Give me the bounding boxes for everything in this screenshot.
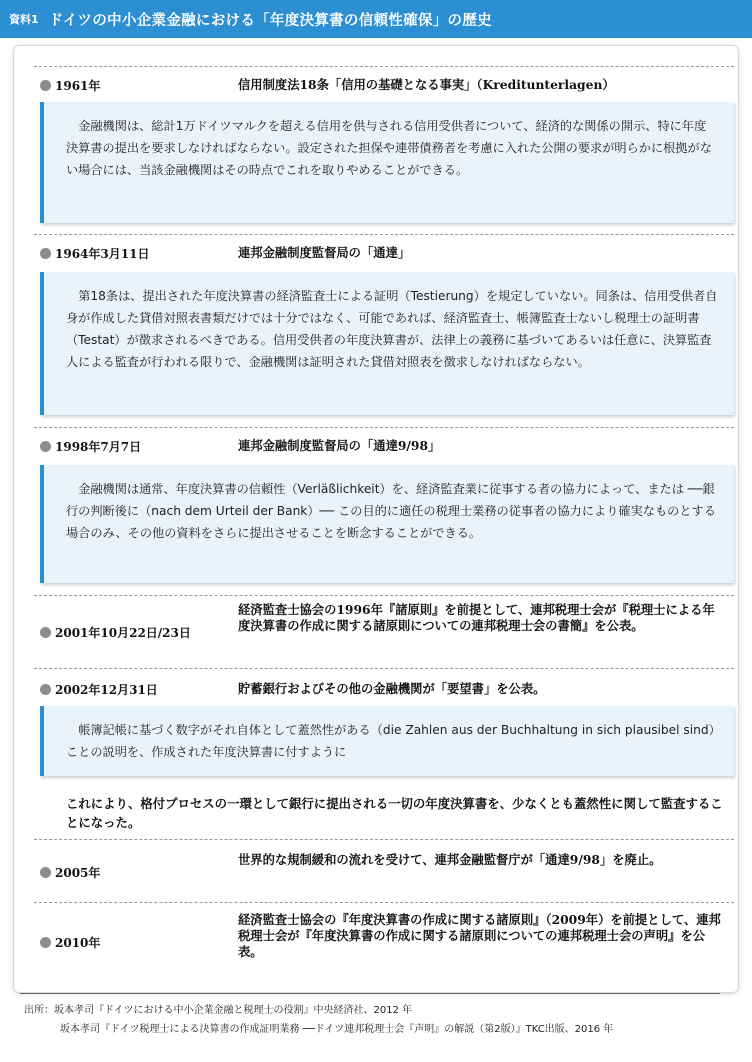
entry-heading: 経済監査士協会の『年度決算書の作成に関する諸原則』（2009年）を前提として、連邦税理士会が『年度決算書の作成に関する諸原則についての連邦税理士会の声明』を公表。	[238, 912, 721, 959]
entry-heading: 連邦金融制度監督局の「通達」	[238, 245, 411, 260]
entry-heading: 貯蓄銀行およびその他の金融機関が「要望書」を公表。	[238, 681, 546, 696]
bullet-icon	[40, 80, 51, 91]
entry-date: 2002年12月31日	[40, 681, 158, 698]
divider	[34, 668, 734, 669]
source-line: 坂本孝司『ドイツ税理士による決算書の作成証明業務 ──ドイツ連邦税理士会『声明』の解説（第2版）』TKC出版、2016 年	[60, 1024, 614, 1035]
divider	[34, 902, 734, 903]
source-line: 出所：坂本孝司『ドイツにおける中小企業金融と税理士の役割』中央経済社、2012 年	[24, 1005, 413, 1016]
bullet-icon	[40, 684, 51, 695]
entry-heading: 信用制度法18条「信用の基礎となる事実」（Kreditunterlagen）	[238, 77, 615, 92]
entry-quote-box	[40, 102, 734, 223]
entry-body: 第18条は、提出された年度決算書の経済監査士による証明（Testierung）を規定していない。同条は、信用受供者自身が作成した貸借対照表書類だけでは十分ではなく、可能であれば、経済監査士、帳簿監査士ないし税理士の証明書（Testat）が徴求されるべきである。信用受供者の年度決算書が、法律上の義務に基づいてあるいは任意に、決算監査人による監査が行われる限りで、金融機関は証明された貸借対照表を徴求しなければならない。	[66, 289, 718, 369]
entry-heading: 経済監査士協会の1996年『諸原則』を前提として、連邦税理士会が『税理士による年度決算書の作成に関する諸原則についての連邦税理士会の書簡』を公表。	[238, 602, 715, 633]
entry-quote-box	[40, 706, 734, 776]
entry-heading: 世界的な規制緩和の流れを受けて、連邦金融監督庁が「通達9/98」を廃止。	[238, 852, 662, 867]
bullet-icon	[40, 248, 51, 259]
divider	[34, 234, 734, 235]
entry-body: 金融機関は、総計1万ドイツマルクを超える信用を供与される信用受供者について、経済的な関係の開示、特に年度決算書の提出を要求しなければならない。設定された担保や連帯債務者を考慮に入れた公開の要求が明らかに根拠がない場合には、当該金融機関はその時点でこれを取りやめることができる。	[66, 119, 712, 177]
entry-heading: 連邦金融制度監督局の「通達9/98」	[238, 438, 441, 453]
divider	[34, 595, 734, 596]
bullet-icon	[40, 937, 51, 948]
entry-date: 2001年10月22日/23日	[40, 624, 191, 641]
entry-body: 金融機関は通常、年度決算書の信頼性（Verläßlichkeit）を、経済監査業に従事する者の協力によって、または ──銀行の判断後に（nach dem Urteil der Bank）── この目的に適任の税理士業務の従事者の協力により確実なものとする場合のみ、その他の資料をさらに提出させることを断念することができる。	[66, 482, 716, 540]
entry-quote-box	[40, 465, 734, 583]
divider	[34, 427, 734, 428]
entry-quote-box	[40, 272, 734, 415]
entry-date: 1964年3月11日	[40, 245, 149, 262]
divider	[34, 66, 734, 67]
bullet-icon	[40, 441, 51, 452]
entry-date: 1961年	[40, 77, 100, 94]
page-title: ドイツの中小企業金融における「年度決算書の信頼性確保」の歴史	[48, 12, 492, 29]
bullet-icon	[40, 867, 51, 878]
divider	[34, 839, 734, 840]
bullet-icon	[40, 627, 51, 638]
entry-date: 1998年7月7日	[40, 438, 141, 455]
source-divider	[20, 993, 720, 994]
entry-body: 帳簿記帳に基づく数字がそれ自体として蓋然性がある（die Zahlen aus der Buchhaltung in sich plausibel sind）ことの説明を、作成された年度決算書に付すように	[66, 723, 715, 759]
conclusion-note: これにより、格付プロセスの一環として銀行に提出される一切の年度決算書を、少なくとも蓋然性に関して監査することになった。	[66, 796, 723, 830]
header-bar	[0, 0, 752, 38]
entry-date: 2010年	[40, 934, 100, 951]
entry-date: 2005年	[40, 864, 100, 881]
figure-tag: 資料1	[9, 13, 39, 26]
history-panel	[14, 46, 738, 992]
